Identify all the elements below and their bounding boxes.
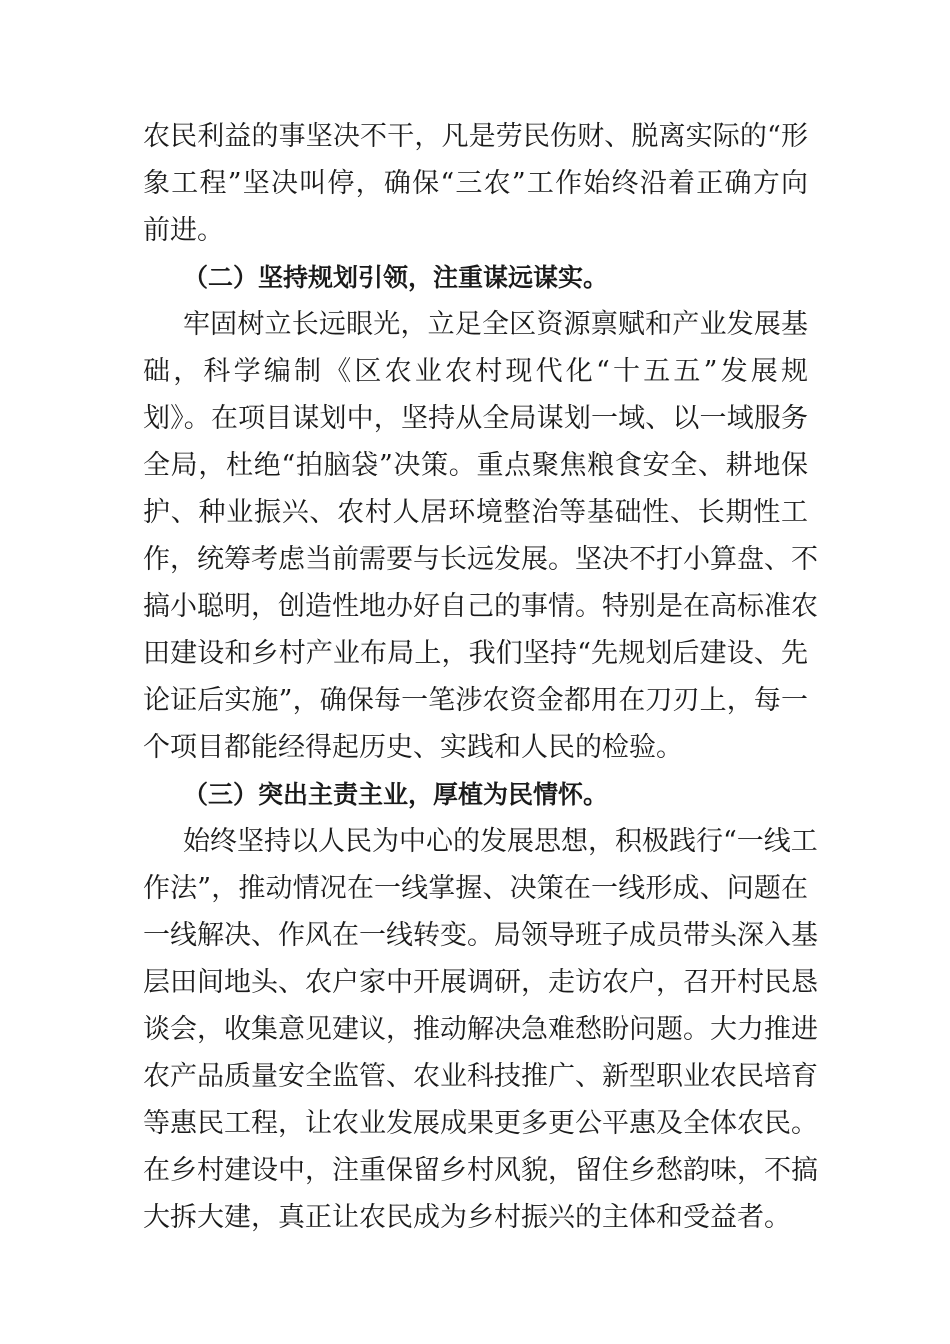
paragraph-line: 前进。 bbox=[143, 215, 224, 246]
section-heading-2: （二）坚持规划引领，注重谋远谋实。 bbox=[183, 263, 609, 292]
paragraph-line: 始终坚持以人民为中心的发展思想，积极践行“一线工 bbox=[183, 826, 818, 857]
paragraph-line: 等惠民工程，让农业发展成果更多更公平惠及全体农民。 bbox=[143, 1108, 818, 1139]
paragraph-line: 作，统筹考虑当前需要与长远发展。坚决不打小算盘、不 bbox=[143, 544, 818, 575]
paragraph-line: 大拆大建，真正让农民成为乡村振兴的主体和受益者。 bbox=[143, 1202, 791, 1233]
paragraph-line: 护、种业振兴、农村人居环境整治等基础性、长期性工 bbox=[143, 497, 808, 528]
paragraph-line: 在乡村建设中，注重保留乡村风貌，留住乡愁韵味，不搞 bbox=[143, 1155, 818, 1186]
paragraph-line: 础，科学编制《区农业农村现代化“十五五”发展规 bbox=[143, 356, 808, 387]
paragraph-line: 象工程”坚决叫停，确保“三农”工作始终沿着正确方向 bbox=[143, 168, 808, 199]
paragraph-line: 农民利益的事坚决不干，凡是劳民伤财、脱离实际的“形 bbox=[143, 121, 808, 152]
paragraph-planning bbox=[143, 301, 818, 771]
paragraph-line: 划》。在项目谋划中，坚持从全局谋划一域、以一域服务 bbox=[143, 403, 808, 434]
paragraph-line: 个项目都能经得起历史、实践和人民的检验。 bbox=[143, 732, 683, 763]
paragraph-line: 层田间地头、农户家中开展调研，走访农户，召开村民恳 bbox=[143, 967, 818, 998]
paragraph-line: 农产品质量安全监管、农业科技推广、新型职业农民培育 bbox=[143, 1061, 818, 1092]
paragraph-people bbox=[143, 818, 818, 1241]
section-heading-3: （三）突出主责主业，厚植为民情怀。 bbox=[183, 780, 609, 809]
paragraph-line: 论证后实施”，确保每一笔涉农资金都用在刀刃上，每一 bbox=[143, 685, 808, 716]
paragraph-line: 谈会，收集意见建议，推动解决急难愁盼问题。大力推进 bbox=[143, 1014, 818, 1045]
paragraph-line: 牢固树立长远眼光，立足全区资源禀赋和产业发展基 bbox=[183, 309, 808, 340]
paragraph-line: 一线解决、作风在一线转变。局领导班子成员带头深入基 bbox=[143, 920, 818, 951]
paragraph-continuation bbox=[143, 113, 808, 254]
paragraph-line: 搞小聪明，创造性地办好自己的事情。特别是在高标准农 bbox=[143, 591, 818, 622]
document-body bbox=[143, 113, 818, 1241]
paragraph-line: 田建设和乡村产业布局上，我们坚持“先规划后建设、先 bbox=[143, 638, 808, 669]
paragraph-line: 全局，杜绝“拍脑袋”决策。重点聚焦粮食安全、耕地保 bbox=[143, 450, 808, 481]
paragraph-line: 作法”，推动情况在一线掌握、决策在一线形成、问题在 bbox=[143, 873, 808, 904]
